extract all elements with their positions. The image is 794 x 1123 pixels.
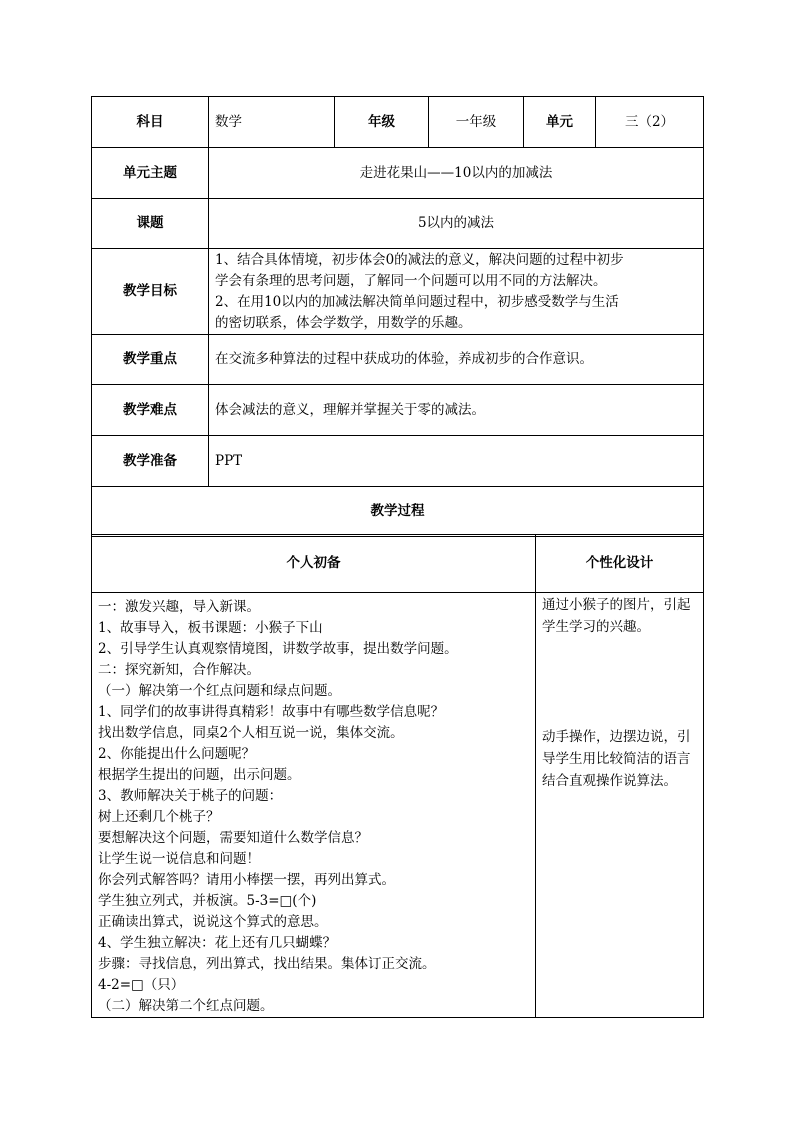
goal-line: 1、结合具体情境，初步体会0的减法的意义，解决问题的过程中初步	[215, 251, 624, 268]
grade-label: 年级	[335, 97, 429, 148]
goal-line: 学会有条理的思考问题，了解同一个问题可以用不同的方法解决。	[215, 272, 607, 289]
lesson-info-table	[91, 96, 704, 537]
design-note: 通过小猴子的图片，引起学生学习的兴趣。	[542, 597, 691, 635]
theme-label: 单元主题	[92, 148, 209, 199]
preparation-value: PPT	[209, 436, 704, 487]
subject-row	[92, 97, 704, 148]
preparation-row	[92, 436, 704, 487]
unit-label: 单元	[524, 97, 596, 148]
personal-prep-header: 个人初备	[92, 535, 536, 593]
process-line: 1、故事导入，板书课题：小猴子下山	[98, 620, 323, 636]
process-line: 正确读出算式，说说这个算式的意思。	[98, 914, 328, 930]
process-line: 让学生说一说信息和问题！	[98, 851, 260, 867]
process-content-row	[92, 593, 704, 1018]
process-line: 4、学生独立解决：花上还有几只蝴蝶？	[98, 935, 337, 951]
goal-label: 教学目标	[92, 249, 209, 335]
topic-label: 课题	[92, 199, 209, 249]
process-line: 二：探究新知，合作解决。	[98, 662, 260, 678]
key-point-value: 在交流多种算法的过程中获成功的体验，养成初步的合作意识。	[209, 335, 704, 385]
difficulty-value: 体会减法的意义，理解并掌握关于零的减法。	[209, 385, 704, 436]
process-line: 2、引导学生认真观察情境图，讲数学故事，提出数学问题。	[98, 641, 458, 657]
process-line: 要想解决这个问题，需要知道什么数学信息？	[98, 830, 368, 846]
process-line: 你会列式解答吗？请用小棒摆一摆，再列出算式。	[98, 872, 395, 888]
process-line: 2、你能提出什么问题呢？	[98, 746, 256, 762]
process-title: 教学过程	[92, 487, 704, 537]
unit-value: 三（2）	[596, 97, 704, 148]
design-note: 动手操作，边摆边说，引导学生用比较简洁的语言结合直观操作说算法。	[542, 729, 691, 789]
process-line: 学生独立列式，并板演。5-3=□(个)	[98, 893, 317, 909]
process-title-row	[92, 487, 704, 537]
grade-value: 一年级	[429, 97, 524, 148]
goal-line: 的密切联系，体会学数学，用数学的乐趣。	[215, 314, 472, 331]
difficulty-row	[92, 385, 704, 436]
process-line: 1、同学们的故事讲得真精彩！故事中有哪些数学信息呢？	[98, 704, 445, 720]
goal-line: 2、在用10以内的加减法解决简单问题过程中，初步感受数学与生活	[215, 293, 619, 310]
individual-design-header: 个性化设计	[536, 535, 704, 593]
theme-row	[92, 148, 704, 199]
process-line: 根据学生提出的问题，出示问题。	[98, 767, 301, 783]
goal-text	[209, 249, 704, 335]
process-header-row	[92, 535, 704, 593]
topic-value: 5以内的减法	[209, 199, 704, 249]
process-line: （二）解决第二个红点问题。	[98, 998, 274, 1014]
key-point-label: 教学重点	[92, 335, 209, 385]
teaching-process-table	[91, 534, 704, 1018]
personal-prep-content	[92, 593, 536, 1018]
process-line: 找出数学信息，同桌2个人相互说一说，集体交流。	[98, 725, 404, 741]
process-line: 一：激发兴趣，导入新课。	[98, 599, 260, 615]
theme-value: 走进花果山——10以内的加减法	[209, 148, 704, 199]
process-line: 3、教师解决关于桃子的问题：	[98, 788, 283, 804]
subject-value: 数学	[209, 97, 335, 148]
goal-row	[92, 249, 704, 335]
process-line: 步骤：寻找信息，列出算式，找出结果。集体订正交流。	[98, 956, 436, 972]
topic-row	[92, 199, 704, 249]
process-line: 4-2=□（只）	[98, 977, 185, 993]
preparation-label: 教学准备	[92, 436, 209, 487]
difficulty-label: 教学难点	[92, 385, 209, 436]
individual-design-content	[536, 593, 704, 1018]
process-line: 树上还剩几个桃子？	[98, 809, 220, 825]
subject-label: 科目	[92, 97, 209, 148]
key-point-row	[92, 335, 704, 385]
process-line: （一）解决第一个红点问题和绿点问题。	[98, 683, 341, 699]
